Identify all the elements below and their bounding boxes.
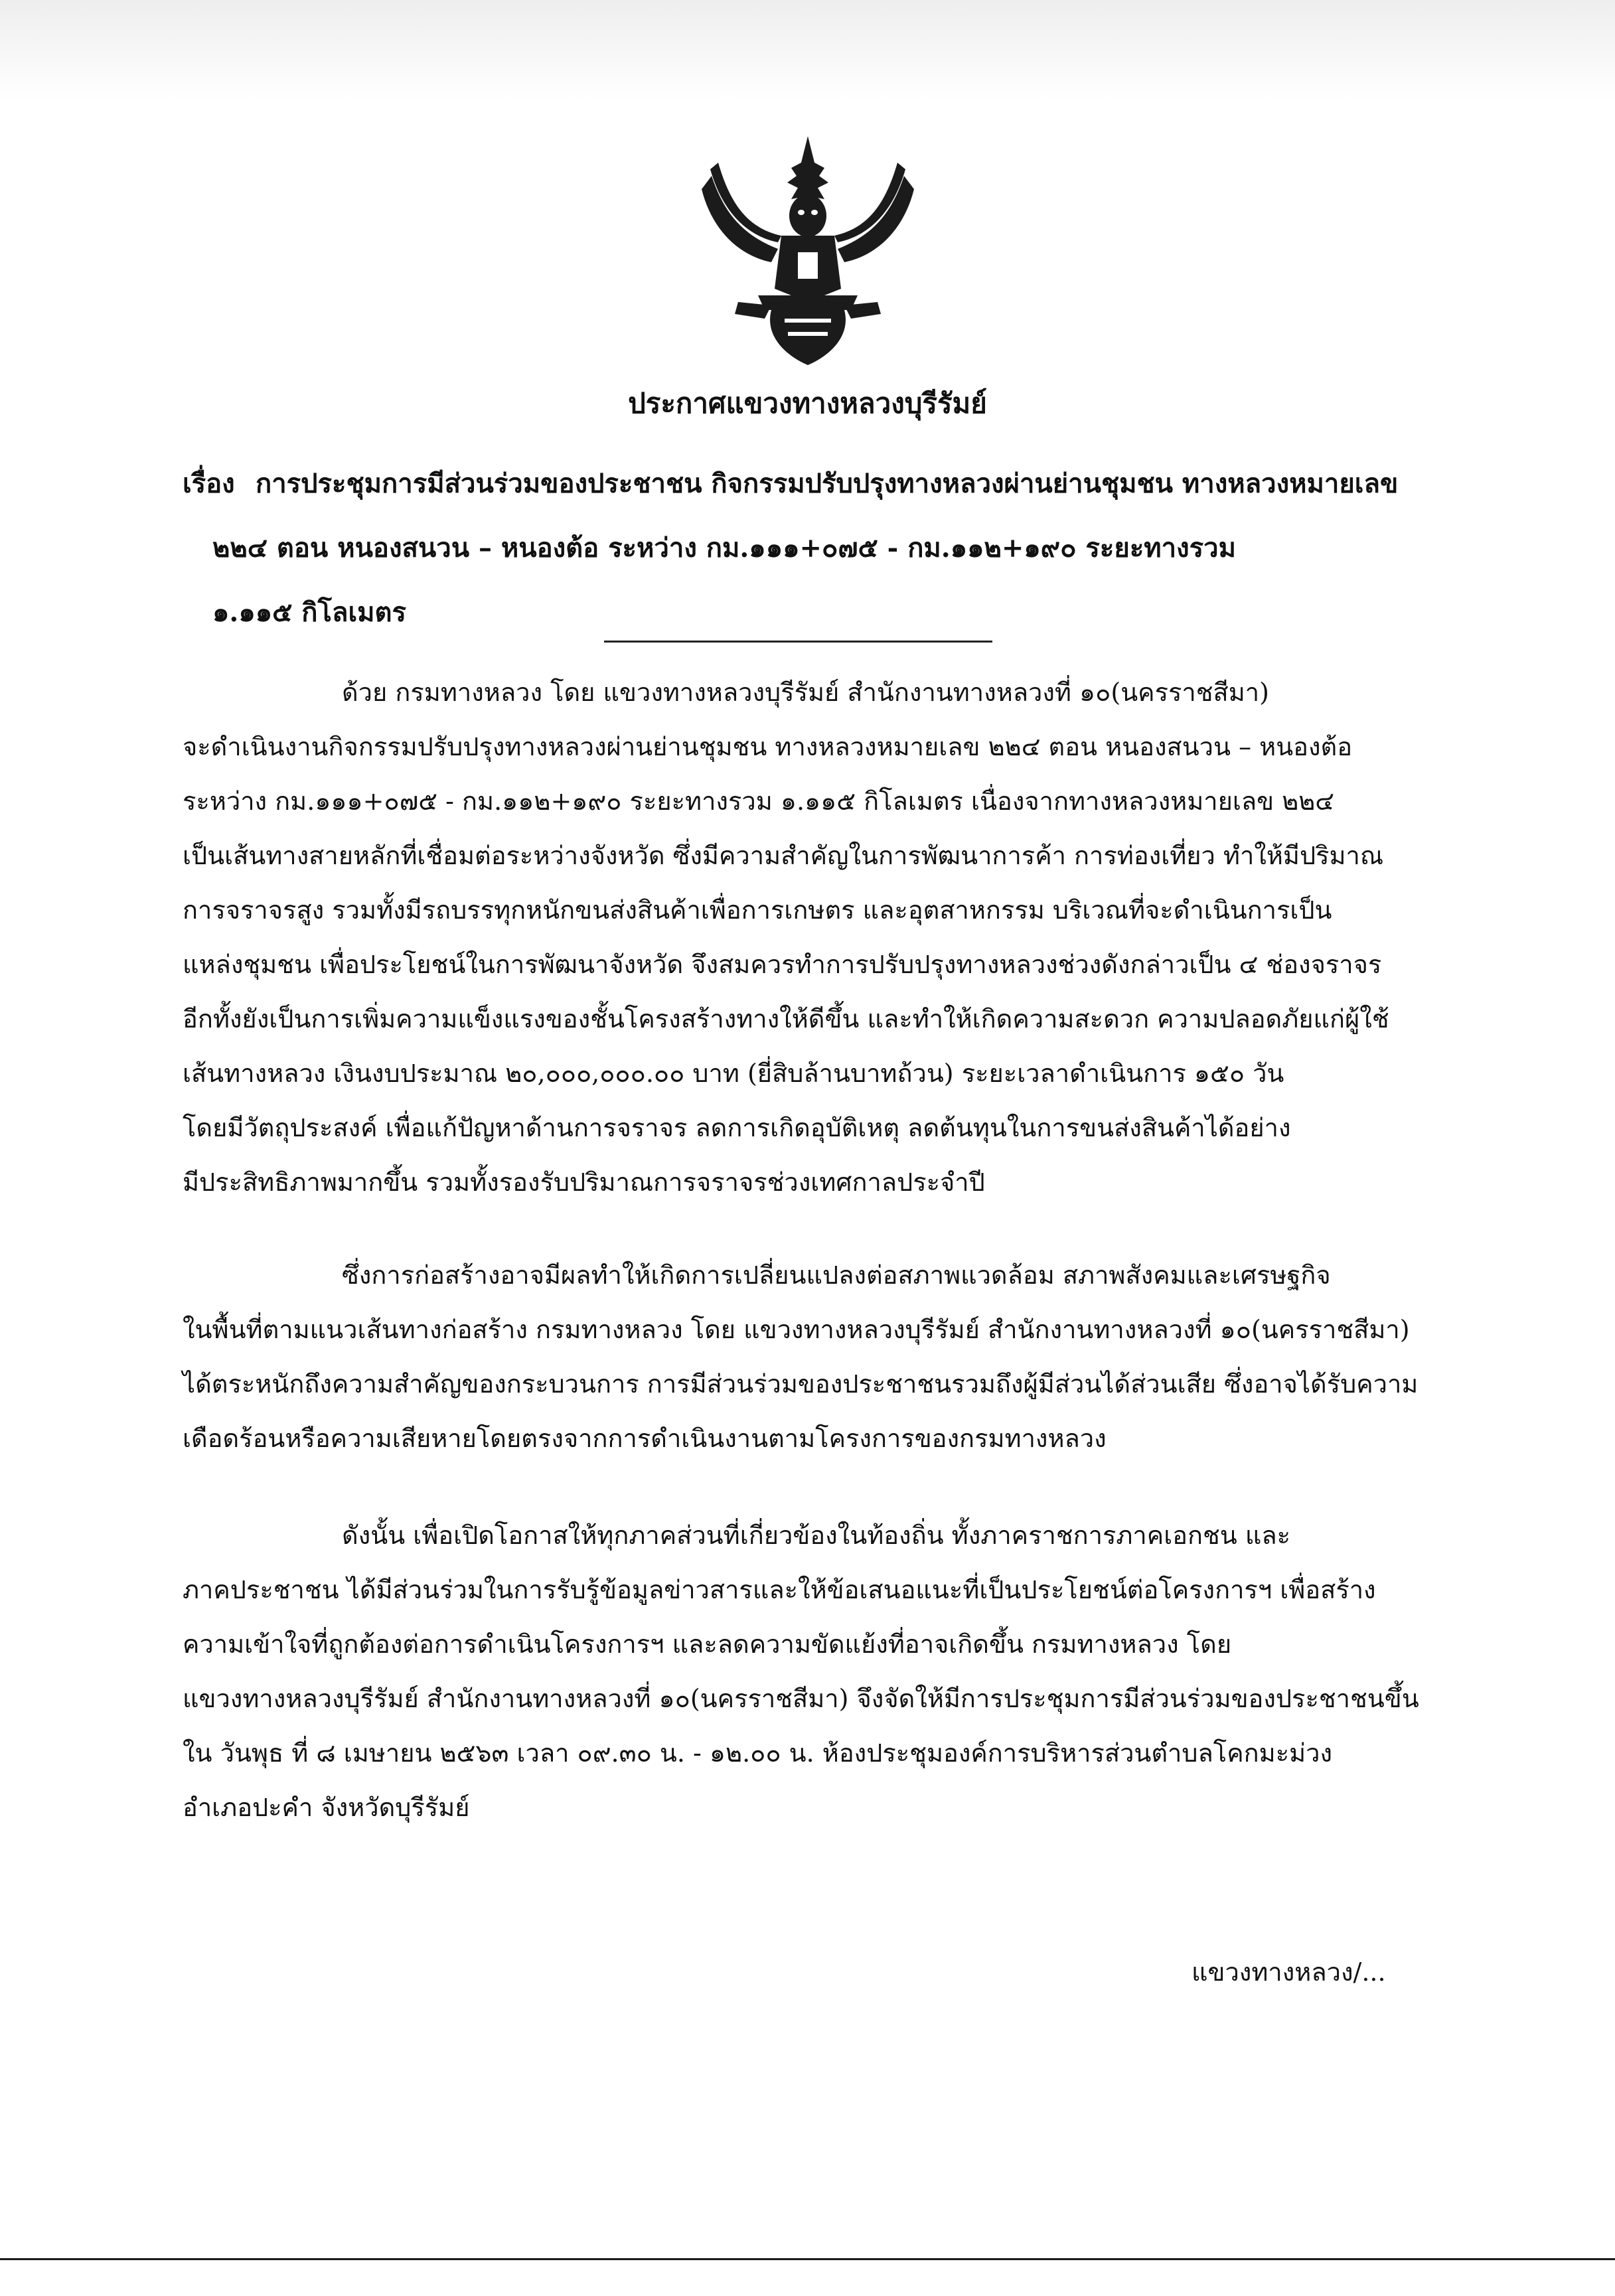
garuda-emblem-icon — [698, 136, 917, 365]
subject-block — [183, 451, 1477, 645]
subject-line: ๑.๑๑๕ กิโลเมตร — [212, 597, 407, 628]
paragraph-line: ระหว่าง กม.๑๑๑+๐๗๕ - กม.๑๑๒+๑๙๐ ระยะทางรวม ๑.๑๑๕ กิโลเมตร เนื่องจากทางหลวงหมายเลข ๒๒๔ — [183, 787, 1335, 816]
scan-shadow — [0, 0, 1615, 100]
paragraph-line: ใน วันพุธ ที่ ๘ เมษายน ๒๕๖๓ เวลา ๐๙.๓๐ น. - ๑๒.๐๐ น. ห้องประชุมองค์การบริหารส่วนตำบลโคกมะม่วง — [183, 1738, 1333, 1768]
paragraph-1 — [183, 665, 1447, 1209]
paragraph-line: มีประสิทธิภาพมากขึ้น รวมทั้งรองรับปริมาณการจราจรช่วงเทศกาลประจำปี — [183, 1168, 985, 1197]
announcement-title: ประกาศแขวงทางหลวงบุรีรัมย์ — [628, 387, 987, 420]
paragraph-line: โดยมีวัตถุประสงค์ เพื่อแก้ปัญหาด้านการจราจร ลดการเกิดอุบัติเหตุ ลดต้นทุนในการขนส่งสินค้าได้อย่าง — [183, 1113, 1291, 1142]
divider — [604, 641, 992, 643]
subject-line: ๒๒๔ ตอน หนองสนวน – หนองต้อ ระหว่าง กม.๑๑๑+๐๗๕ - กม.๑๑๒+๑๙๐ ระยะทางรวม — [212, 532, 1236, 564]
paragraph-line: แหล่งชุมชน เพื่อประโยชน์ในการพัฒนาจังหวัด จึงสมควรทำการปรับปรุงทางหลวงช่วงดังกล่าวเป็น ๔ ช่องจราจร — [183, 950, 1382, 979]
paragraph-2 — [183, 1248, 1447, 1466]
scan-edge-line — [0, 2258, 1615, 2260]
paragraph-line: ความเข้าใจที่ถูกต้องต่อการดำเนินโครงการฯ และลดความขัดแย้งที่อาจเกิดขึ้น กรมทางหลวง โดย — [183, 1630, 1232, 1659]
paragraph-line: การจราจรสูง รวมทั้งมีรถบรรทุกหนักขนส่งสินค้าเพื่อการเกษตร และอุตสาหกรรม บริเวณที่จะดำเนินการเป็น — [183, 895, 1332, 925]
paragraph-line: ด้วย กรมทางหลวง โดย แขวงทางหลวงบุรีรัมย์ สำนักงานทางหลวงที่ ๑๐(นครราชสีมา) — [342, 678, 1269, 707]
paragraph-line: จะดำเนินงานกิจกรรมปรับปรุงทางหลวงผ่านย่านชุมชน ทางหลวงหมายเลข ๒๒๔ ตอน หนองสนวน – หนองต้อ — [183, 732, 1353, 761]
paragraph-line: อำเภอปะคำ จังหวัดบุรีรัมย์ — [183, 1793, 470, 1822]
paragraph-line: ได้ตระหนักถึงความสำคัญของกระบวนการ การมีส่วนร่วมของประชาชนรวมถึงผู้มีส่วนได้ส่วนเสีย ซึ่งอาจได้รับความ — [183, 1369, 1419, 1399]
subject-line: การประชุมการมีส่วนร่วมของประชาชน กิจกรรมปรับปรุงทางหลวงผ่านย่านชุมชน ทางหลวงหมายเลข — [256, 468, 1399, 499]
paragraph-line: ภาคประชาชน ได้มีส่วนร่วมในการรับรู้ข้อมูลข่าวสารและให้ข้อเสนอแนะที่เป็นประโยชน์ต่อโครงการฯ เพื่อสร้าง — [183, 1575, 1376, 1604]
paragraph-line: ในพื้นที่ตามแนวเส้นทางก่อสร้าง กรมทางหลวง โดย แขวงทางหลวงบุรีรัมย์ สำนักงานทางหลวงที่ ๑๐(นครราชสีมา) — [183, 1315, 1410, 1344]
paragraph-line: ดังนั้น เพื่อเปิดโอกาสให้ทุกภาคส่วนที่เกี่ยวข้องในท้องถิ่น ทั้งภาคราชการภาคเอกชน และ — [342, 1521, 1291, 1550]
paragraph-line: ซึ่งการก่อสร้างอาจมีผลทำให้เกิดการเปลี่ยนแปลงต่อสภาพแวดล้อม สภาพสังคมและเศรษฐกิจ — [342, 1261, 1331, 1290]
continuation-note: แขวงทางหลวง/... — [1192, 1957, 1386, 1987]
paragraph-line: แขวงทางหลวงบุรีรัมย์ สำนักงานทางหลวงที่ ๑๐(นครราชสีมา) จึงจัดให้มีการประชุมการมีส่วนร่วมของประชาชนขึ้น — [183, 1684, 1419, 1713]
subject-label: เรื่อง — [183, 468, 235, 499]
paragraph-3 — [183, 1508, 1447, 1835]
paragraph-line: เส้นทางหลวง เงินงบประมาณ ๒๐,๐๐๐,๐๐๐.๐๐ บาท (ยี่สิบล้านบาทถ้วน) ระยะเวลาดำเนินการ ๑๕๐ วัน — [183, 1059, 1284, 1088]
paragraph-line: เป็นเส้นทางสายหลักที่เชื่อมต่อระหว่างจังหวัด ซึ่งมีความสำคัญในการพัฒนาการค้า การท่องเที่ยว ทำให้มีปริมาณ — [183, 841, 1384, 870]
paragraph-line: เดือดร้อนหรือความเสียหายโดยตรงจากการดำเนินงานตามโครงการของกรมทางหลวง — [183, 1424, 1107, 1453]
paragraph-line: อีกทั้งยังเป็นการเพิ่มความแข็งแรงของชั้นโครงสร้างทางให้ดีขึ้น และทำให้เกิดความสะดวก ความปลอดภัยแก่ผู้ใช้ — [183, 1004, 1389, 1033]
